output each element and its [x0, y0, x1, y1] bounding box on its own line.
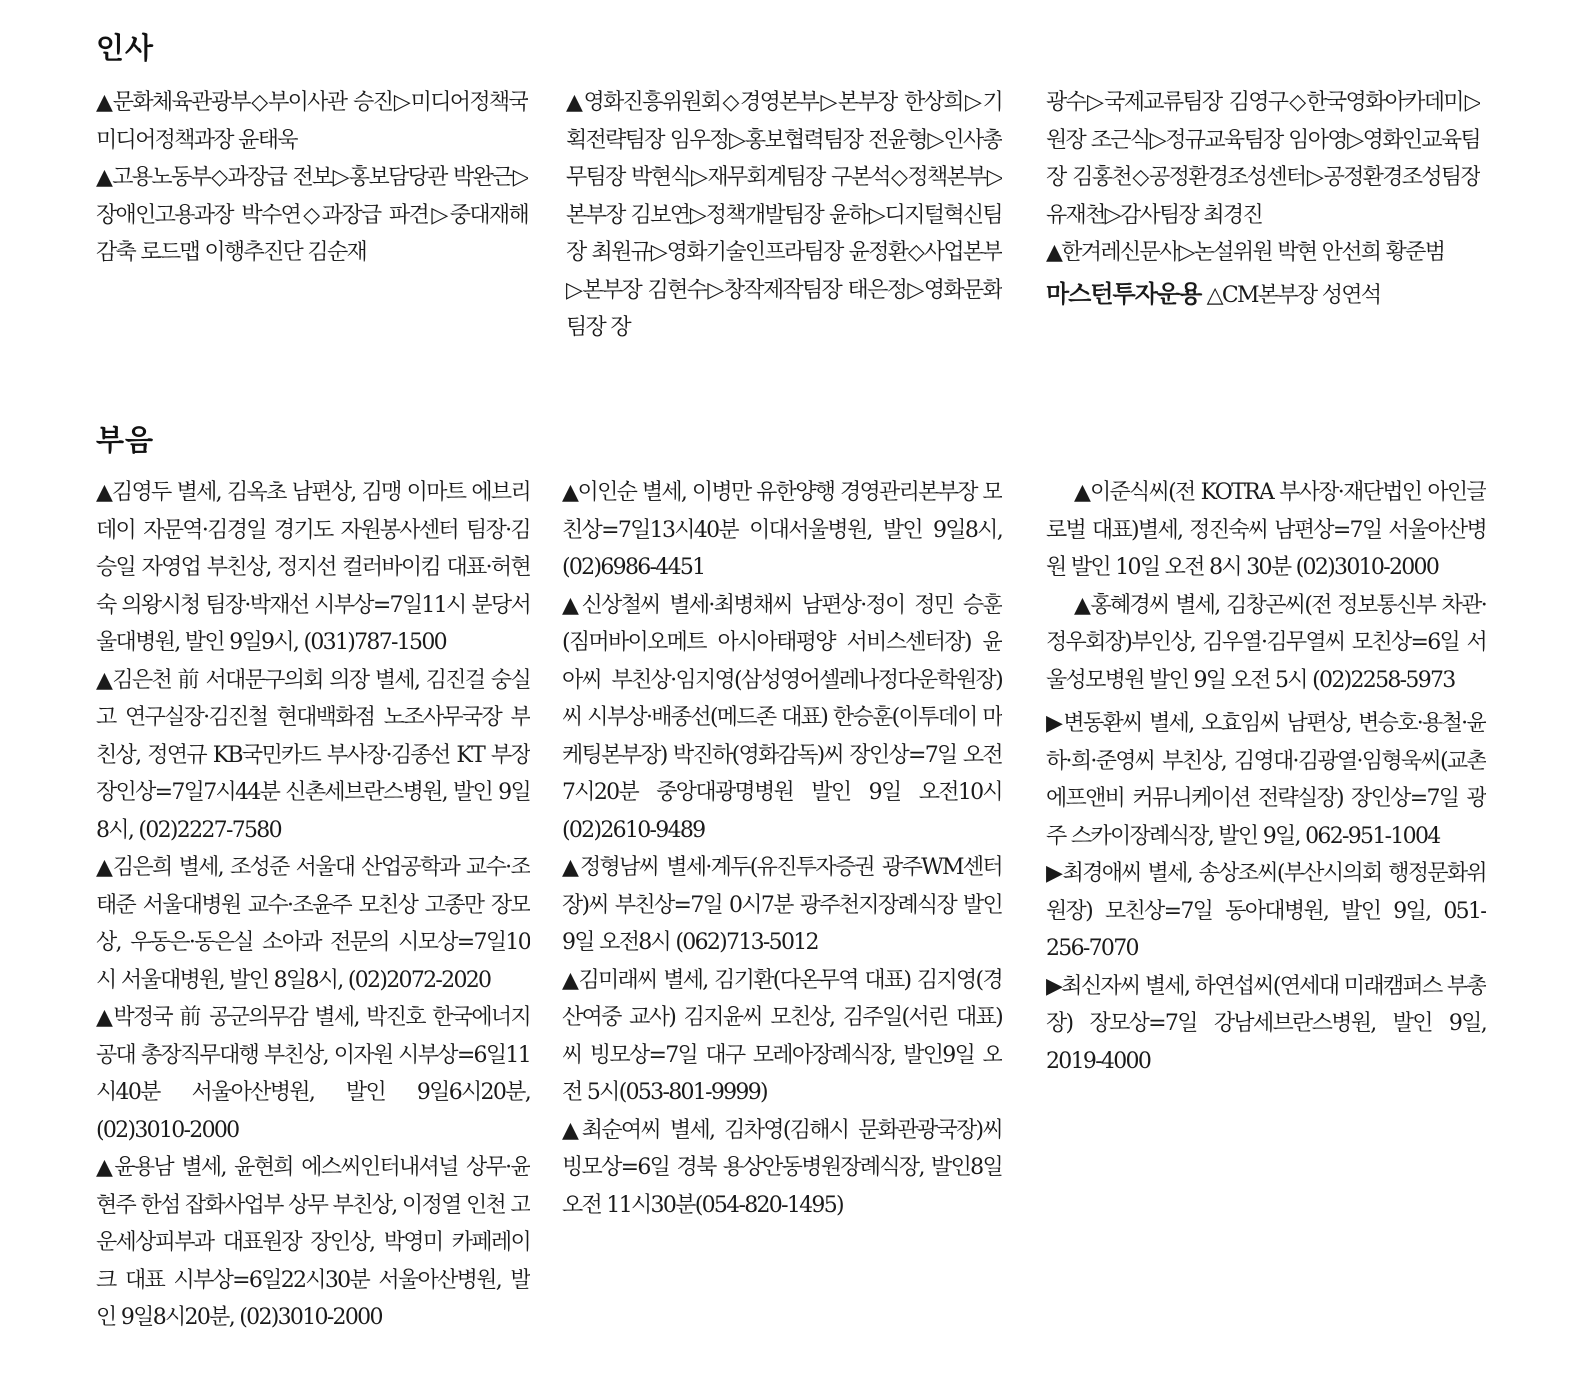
insa-column-3 [1046, 84, 1480, 356]
company-name: 마스턴투자운용 [1046, 279, 1202, 308]
obituary-entry: ▶변동환씨 별세, 오효임씨 남편상, 변승호·용철·윤하·희·준영씨 부친상, 김영대·김광열·임형욱씨(교촌에프앤비 커뮤니케이션 전략실장) 장인상=7일 광주 스카이장례식장, 발인 9일, 062-951-1004 [1046, 711, 1486, 849]
obituary-entry: ▲윤용남 별세, 윤현희 에스씨인터내셔널 상무·윤현주 한섬 잡화사업부 상무 부친상, 이정열 인천 고운세상피부과 대표원장 장인상, 박영미 카페레이크 대표 시부상=6일22시30분 서울아산병원, 발인 9일8시20분, (02)3010-2000 [96, 1155, 530, 1330]
insa-company-entry [1046, 276, 1480, 315]
bueum-column-1 [96, 474, 530, 1344]
insa-column-1 [96, 84, 528, 284]
insa-entry: ▲문화체육관광부◇부이사관 승진▷미디어정책국 미디어정책과장 윤태욱 [96, 90, 528, 153]
insa-entry: ▲고용노동부◇과장급 전보▷홍보담당관 박완근▷장애인고용과장 박수연◇과장급 파견▷중대재해 감축 로드맵 이행추진단 김순재 [96, 165, 528, 265]
obituary-entry: ▲김은희 별세, 조성준 서울대 산업공학과 교수·조태준 서울대병원 교수·조윤주 모친상 고종만 장모상, 우동은·동은실 소아과 전문의 시모상=7일10시 서울대병원, 발인 8일8시, (02)2072-2020 [96, 855, 530, 993]
bueum-column-2 [562, 474, 1002, 1274]
insa-entry: ▲한겨레신문사▷논설위원 박현 안선희 황준범 [1046, 240, 1445, 265]
section-title-bueum: 부음 [96, 423, 155, 457]
obituary-entry: ▲김미래씨 별세, 김기환(다온무역 대표) 김지영(경산여중 교사) 김지윤씨 모친상, 김주일(서린 대표)씨 빙모상=7일 대구 모레아장례식장, 발인9일 오전 5시(053-801-9999) [562, 967, 1002, 1105]
obituary-entry: ▲이준식씨(전 KOTRA 부사장·재단법인 아인글로벌 대표)별세, 정진숙씨 남편상=7일 서울아산병원 발인 10일 오전 8시 30분 (02)3010-2000 [1046, 480, 1486, 580]
obituary-entry: ▲이인순 별세, 이병만 유한양행 경영관리본부장 모친상=7일13시40분 이대서울병원, 발인 9일8시, (02)6986-4451 [562, 480, 1002, 580]
obituary-entry: ▲홍혜경씨 별세, 김창곤씨(전 정보통신부 차관·정우회장)부인상, 김우열·김무열씨 모친상=6일 서울성모병원 발인 9일 오전 5시 (02)2258-5973 [1046, 592, 1486, 693]
obituary-entry: ▲최순여씨 별세, 김차영(김해시 문화관광국장)씨 빙모상=6일 경북 용상안동병원장례식장, 발인8일 오전 11시30분(054-820-1495) [562, 1117, 1002, 1218]
company-appointment: △CM본부장 성연석 [1206, 282, 1381, 308]
obituary-entry: ▲김영두 별세, 김옥초 남편상, 김맹 이마트 에브리데이 자문역·김경일 경기도 자원봉사센터 팀장·김승일 자영업 부친상, 정지선 컬러바이킴 대표·허현숙 의왕시청 팀장·박재선 시부상=7일11시 분당서울대병원, 발인 9일9시, (031)787-1500 [96, 480, 530, 655]
section-title-insa: 인사 [96, 31, 155, 65]
insa-column-2 [566, 84, 1002, 354]
obituary-entry: ▲정형남씨 별세·계두(유진투자증권 광주WM센터장)씨 부친상=7일 0시7분 광주천지장례식장 발인 9일 오전8시 (062)713-5012 [562, 855, 1002, 955]
insa-entry: 광수▷국제교류팀장 김영구◇한국영화아카데미▷원장 조근식▷정규교육팀장 임아영▷영화인교육팀장 김홍천◇공정환경조성센터▷공정환경조성팀장 유재천▷감사팀장 최경진 [1046, 90, 1480, 228]
obituary-entry: ▲신상철씨 별세·최병채씨 남편상·정이 정민 승훈(짐머바이오메트 아시아태평양 서비스센터장) 윤아씨 부친상·임지영(삼성영어셀레나정다운학원장)씨 시부상·배종선(메드존 대표) 한승훈(이투데이 마케팅본부장) 박진하(영화감독)씨 장인상=7일 오전7시20분 중앙대광명병원 발인 9일 오전10시 (02)2610-9489 [562, 592, 1002, 843]
obituary-entry: ▲박정국 前 공군의무감 별세, 박진호 한국에너지공대 총장직무대행 부친상, 이자원 시부상=6일11시40분 서울아산병원, 발인 9일6시20분, (02)3010-2000 [96, 1005, 530, 1143]
obituary-entry: ▲김은천 前 서대문구의회 의장 별세, 김진걸 숭실고 연구실장·김진철 현대백화점 노조사무국장 부친상, 정연규 KB국민카드 부사장·김종선 KT 부장 장인상=7일7시44분 신촌세브란스병원, 발인 9일8시, (02)2227-7580 [96, 667, 530, 843]
insa-entry: ▲영화진흥위원회◇경영본부▷본부장 한상희▷기획전략팀장 임우정▷홍보협력팀장 전윤형▷인사총무팀장 박현식▷재무회계팀장 구본석◇정책본부▷본부장 김보연▷정책개발팀장 윤하▷디지털혁신팀장 최원규▷영화기술인프라팀장 윤정환◇사업본부▷본부장 김현수▷창작제작팀장 태은정▷영화문화팀장 장 [566, 90, 1002, 340]
obituary-entry: ▶최경애씨 별세, 송상조씨(부산시의회 행정문화위원장) 모친상=7일 동아대병원, 발인 9일, 051-256-7070 [1046, 861, 1486, 961]
obituary-entry: ▶최신자씨 별세, 하연섭씨(연세대 미래캠퍼스 부총장) 장모상=7일 강남세브란스병원, 발인 9일, 2019-4000 [1046, 973, 1486, 1074]
bueum-column-3 [1046, 474, 1486, 1254]
